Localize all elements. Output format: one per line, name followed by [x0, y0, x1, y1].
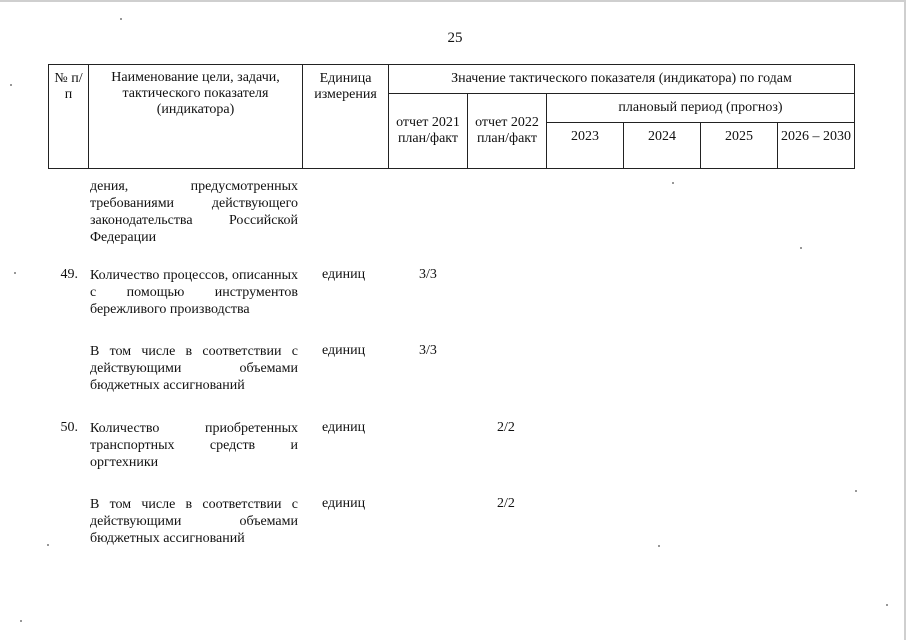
header-year-2026-2030: 2026 – 2030 [778, 123, 855, 169]
header-planned-period: плановый период (прогноз) [547, 94, 855, 123]
continuation-text: дения, предусмотренных требованиями действующего законодательства Российской Федерации [90, 179, 298, 245]
row-unit: единиц [322, 267, 366, 282]
header-year-2024: 2024 [624, 123, 701, 169]
scan-speck [855, 490, 857, 492]
scan-speck [10, 84, 12, 86]
header-year-2023: 2023 [547, 123, 624, 169]
header-col-number: № п/п [49, 65, 89, 169]
indicator-header-table [48, 64, 855, 169]
row-name: Количество процессов, описанных с помощью инструментов бережливого производства [90, 268, 298, 317]
scan-speck [120, 18, 122, 20]
row-unit: единиц [322, 343, 366, 358]
row-name: Количество приобретенных транспортных средств и оргтехники [90, 421, 298, 470]
header-col-unit: Единица измерения [303, 65, 389, 169]
scan-speck [672, 182, 674, 184]
row-unit: единиц [322, 496, 366, 511]
row-number: 50. [60, 420, 78, 435]
scan-speck [20, 620, 22, 622]
header-report-2021: отчет 2021 план/факт [389, 94, 468, 169]
row-name: В том числе в соответствии с действующими объемами бюджетных ассигнований [90, 497, 298, 546]
row-unit: единиц [322, 420, 366, 435]
row-value-2022: 2/2 [497, 420, 515, 435]
row-value-2021: 3/3 [419, 343, 437, 358]
scan-speck [800, 247, 802, 249]
scan-speck [47, 544, 49, 546]
row-value-2022: 2/2 [497, 496, 515, 511]
page-edge-top [0, 0, 906, 2]
row-name: В том числе в соответствии с действующими объемами бюджетных ассигнований [90, 344, 298, 393]
scan-speck [14, 272, 16, 274]
page-number: 25 [447, 30, 463, 46]
row-value-2021: 3/3 [419, 267, 437, 282]
row-number: 49. [60, 267, 78, 282]
header-col-name: Наименование цели, задачи, тактического показателя (индикатора) [89, 65, 303, 169]
scan-speck [658, 545, 660, 547]
header-col-values: Значение тактического показателя (индикатора) по годам [389, 65, 855, 94]
header-report-2022: отчет 2022 план/факт [468, 94, 547, 169]
header-year-2025: 2025 [701, 123, 778, 169]
scan-speck [886, 604, 888, 606]
